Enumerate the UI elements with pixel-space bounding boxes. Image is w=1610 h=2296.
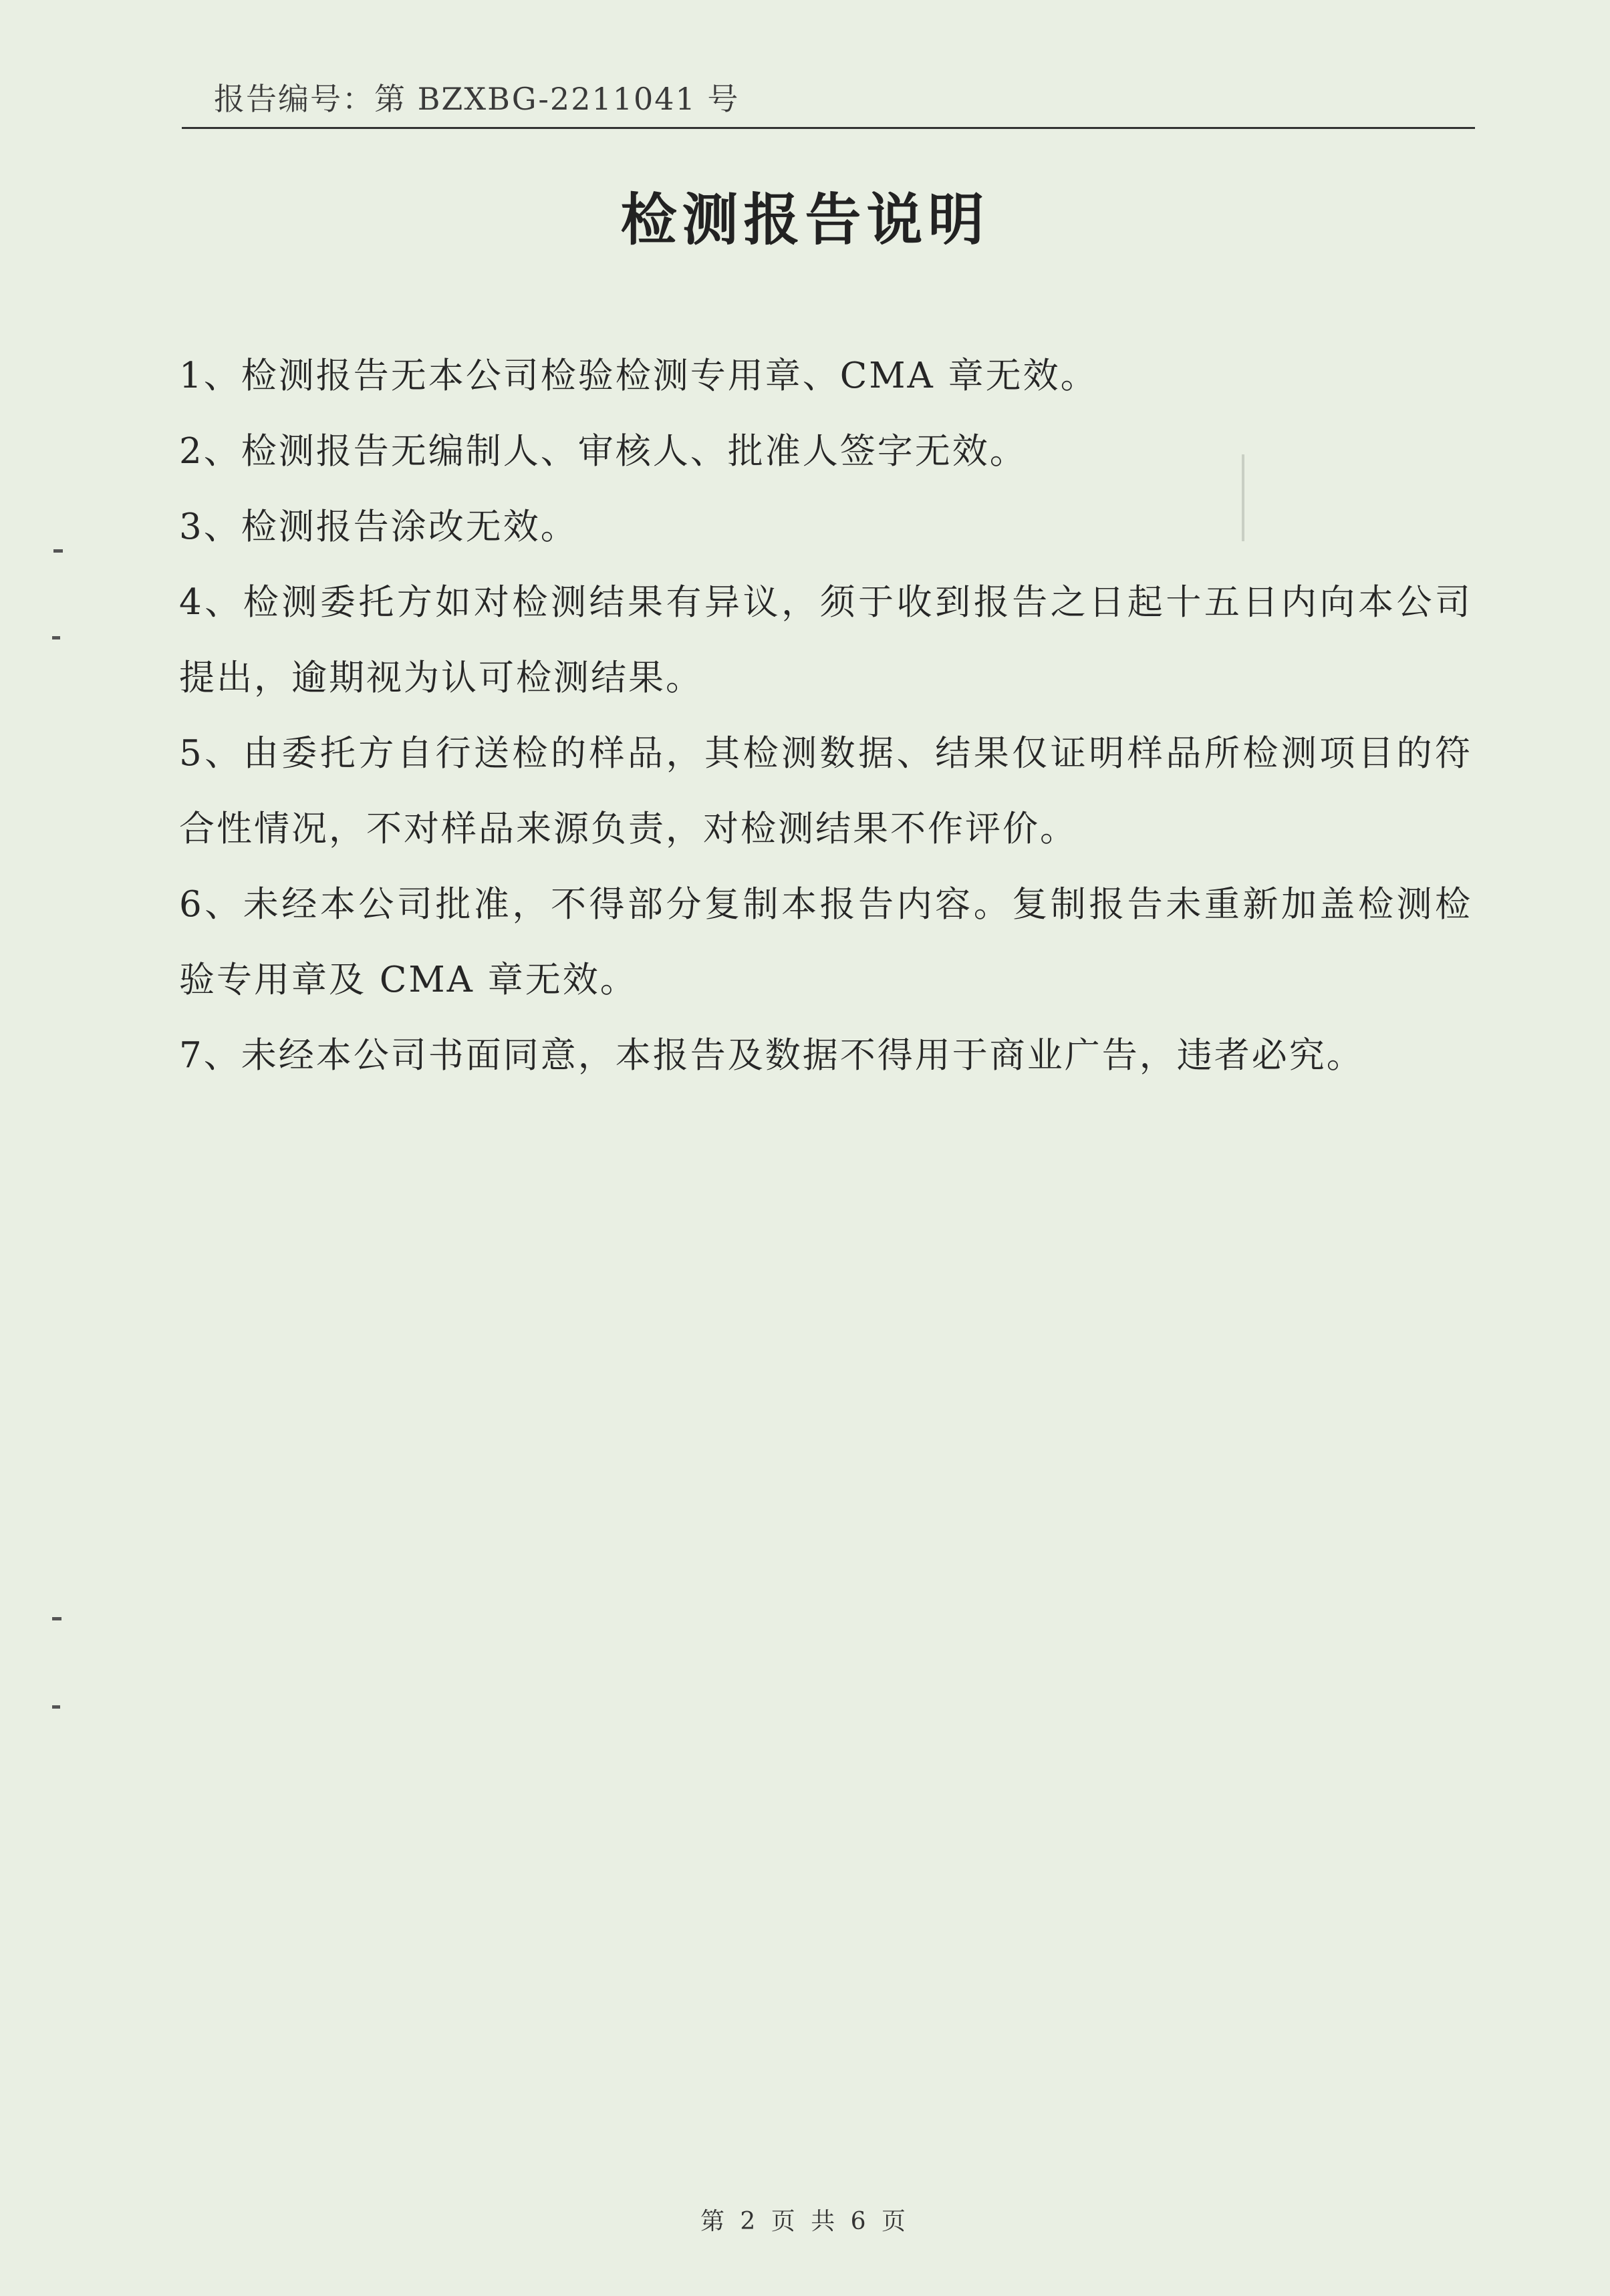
note-item-7: 7、未经本公司书面同意，本报告及数据不得用于商业广告，违者必究。 (179, 1035, 1364, 1076)
note-item-6: 6、未经本公司批准，不得部分复制本报告内容。复制报告未重新加盖检测检验专用章及 CMA 章无效。 (179, 884, 1472, 1000)
note-item-3: 3、检测报告涂改无效。 (179, 507, 578, 547)
notes-list (179, 338, 1472, 1093)
header-divider (182, 127, 1475, 129)
scan-mark (1242, 454, 1244, 541)
scan-mark (53, 549, 63, 553)
page-number: 第 2 页 共 6 页 (700, 2208, 910, 2235)
note-item-5: 5、由委托方自行送检的样品，其检测数据、结果仅证明样品所检测项目的符合性情况，不对样品来源负责，对检测结果不作评价。 (179, 733, 1472, 849)
note-item-2: 2、检测报告无编制人、审核人、批准人签字无效。 (179, 431, 1027, 472)
note-item-1: 1、检测报告无本公司检验检测专用章、CMA 章无效。 (179, 355, 1098, 396)
scan-mark (52, 636, 60, 639)
page-title: 检测报告说明 (620, 187, 990, 253)
scan-mark (52, 1705, 60, 1709)
report-number: 报告编号：第 BZXBG-2211041 号 (214, 81, 740, 117)
scan-mark (52, 1617, 61, 1620)
note-item-4: 4、检测委托方如对检测结果有异议，须于收到报告之日起十五日内向本公司提出，逾期视为认可检测结果。 (179, 582, 1472, 698)
